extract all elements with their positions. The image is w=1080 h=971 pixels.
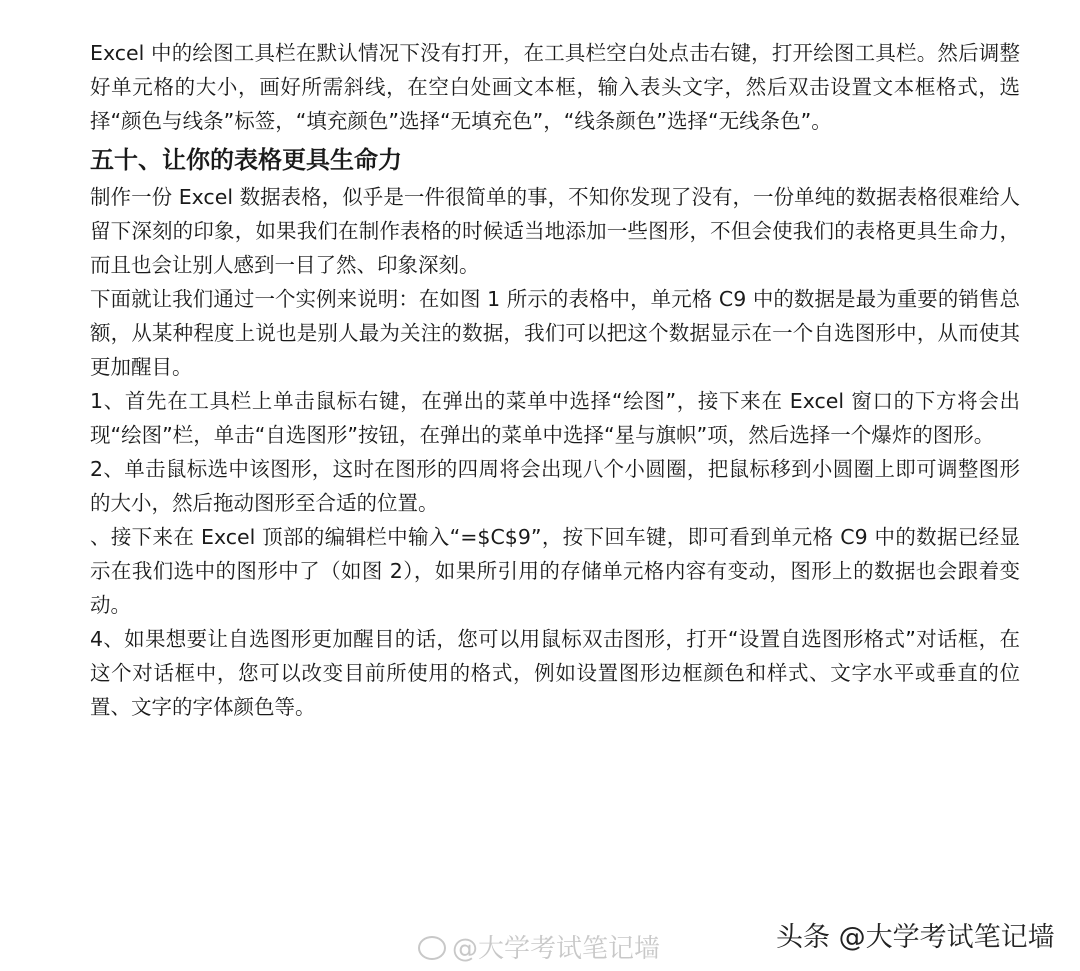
weibo-watermark	[418, 928, 660, 965]
paragraph-step-1: 1、首先在工具栏上单击鼠标右键，在弹出的菜单中选择“绘图”，接下来在 Excel 窗口的下方将会出现“绘图”栏，单击“自选图形”按钮，在弹出的菜单中选择“星与旗帜”项，然后选择一个爆炸的图形。	[90, 389, 1020, 447]
intro-paragraph: Excel 中的绘图工具栏在默认情况下没有打开，在工具栏空白处点击右键，打开绘图工具栏。然后调整好单元格的大小，画好所需斜线，在空白处画文本框，输入表头文字，然后双击设置文本框格式，选择“颜色与线条”标签，“填充颜色”选择“无填充色”，“线条颜色”选择“无线条色”。	[90, 41, 1020, 133]
paragraph-step-4: 4、如果想要让自选图形更加醒目的话，您可以用鼠标双击图形，打开“设置自选图形格式”对话框，在这个对话框中，您可以改变目前所使用的格式，例如设置图形边框颜色和样式、文字水平或垂直的位置、文字的字体颜色等。	[90, 627, 1020, 719]
weibo-icon	[418, 936, 446, 960]
paragraph-step-3: 、接下来在 Excel 顶部的编辑栏中输入“=$C$9”，按下回车键，即可看到单元格 C9 中的数据已经显示在我们选中的图形中了（如图 2），如果所引用的存储单元格内容有变动，图形上的数据也会跟着变动。	[90, 525, 1020, 617]
document-body	[90, 36, 1020, 724]
toutiao-watermark: 头条 @大学考试笔记墙	[776, 922, 1055, 953]
weibo-watermark-text: @大学考试笔记墙	[452, 934, 661, 964]
section-heading: 五十、让你的表格更具生命力	[90, 146, 402, 174]
paragraph-2: 下面就让我们通过一个实例来说明：在如图 1 所示的表格中，单元格 C9 中的数据是最为重要的销售总额，从某种程度上说也是别人最为关注的数据，我们可以把这个数据显示在一个自选图形中，从而使其更加醒目。	[90, 287, 1020, 379]
paragraph-1: 制作一份 Excel 数据表格，似乎是一件很简单的事，不知你发现了没有，一份单纯的数据表格很难给人留下深刻的印象，如果我们在制作表格的时候适当地添加一些图形，不但会使我们的表格更具生命力，而且也会让别人感到一目了然、印象深刻。	[90, 185, 1020, 277]
paragraph-step-2: 2、单击鼠标选中该图形，这时在图形的四周将会出现八个小圆圈，把鼠标移到小圆圈上即可调整图形的大小，然后拖动图形至合适的位置。	[90, 457, 1020, 515]
